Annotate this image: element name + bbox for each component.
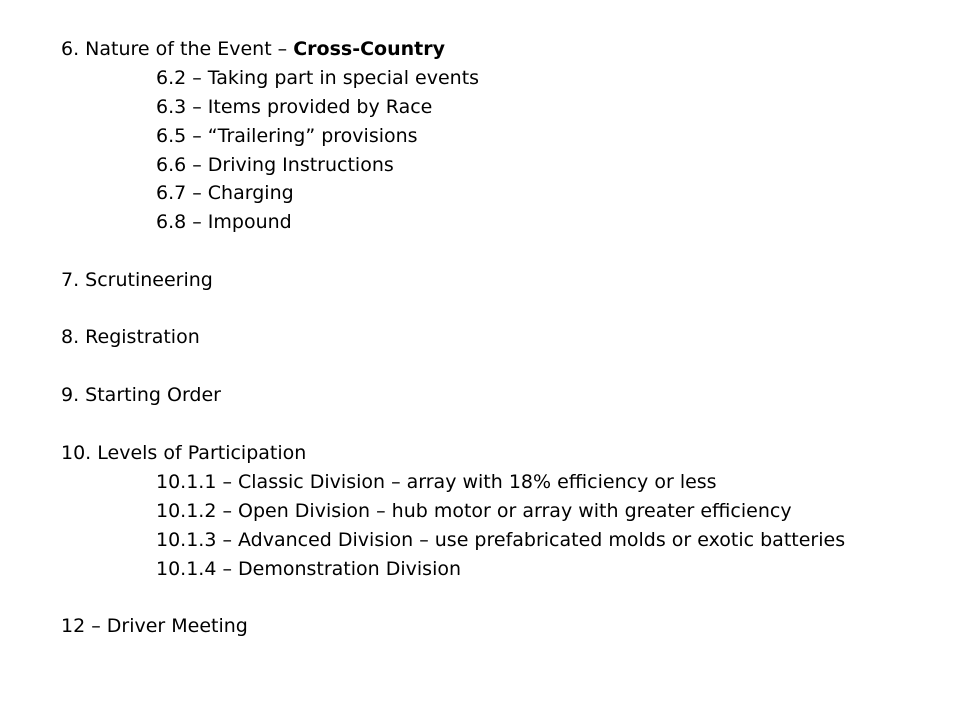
section-10-item: 10.1.3 – Advanced Division – use prefabricated molds or exotic batteries: [156, 529, 846, 551]
section-10-heading: 10. Levels of Participation: [61, 442, 307, 464]
section-6-item: 6.3 – Items provided by Race: [156, 96, 433, 118]
section-6-item: 6.5 – “Trailering” provisions: [156, 125, 418, 147]
section-8-heading: 8. Registration: [61, 326, 200, 348]
section-7-heading: 7. Scrutineering: [61, 269, 213, 291]
section-10-item: 10.1.1 – Classic Division – array with 18% efficiency or less: [156, 471, 717, 493]
section-10-item: 10.1.4 – Demonstration Division: [156, 558, 462, 580]
section-6-title-emphasis: Cross-Country: [293, 38, 445, 60]
section-10-item: 10.1.2 – Open Division – hub motor or array with greater efficiency: [156, 500, 792, 522]
section-12-heading: 12 – Driver Meeting: [61, 615, 248, 637]
section-6-item: 6.8 – Impound: [156, 211, 292, 233]
section-6-heading: [61, 37, 445, 61]
section-6-title-prefix: 6. Nature of the Event –: [61, 38, 294, 60]
section-6-item: 6.7 – Charging: [156, 182, 294, 204]
section-6-item: 6.6 – Driving Instructions: [156, 154, 394, 176]
section-6-item: 6.2 – Taking part in special events: [156, 67, 480, 89]
section-9-heading: 9. Starting Order: [61, 384, 221, 406]
